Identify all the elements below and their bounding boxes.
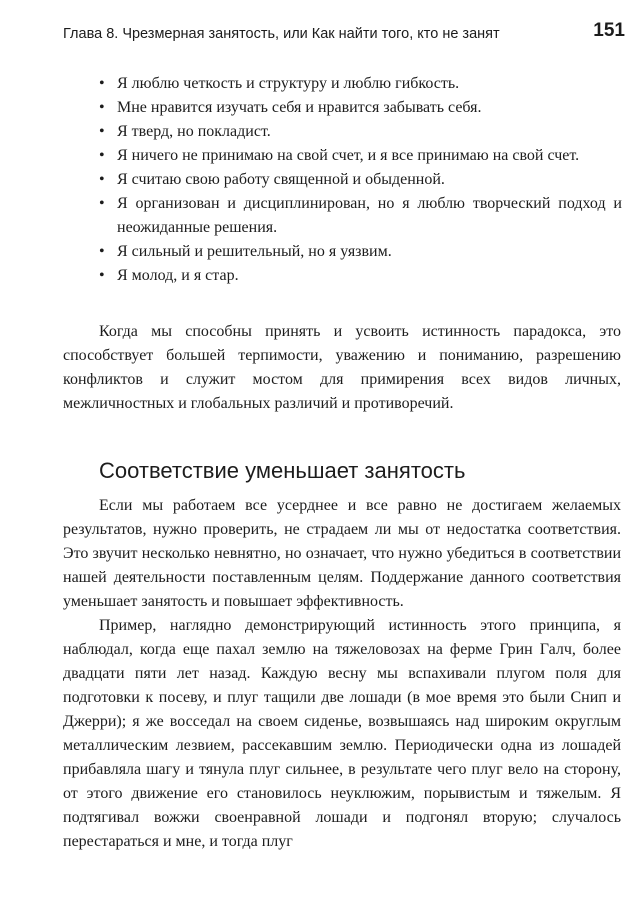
running-head: Глава 8. Чрезмерная занятость, или Как найти того, кто не занят: [63, 26, 500, 42]
list-item: • Мне нравится изучать себя и нравится забывать себя.: [99, 96, 622, 120]
list-item: • Я тверд, но покладист.: [99, 120, 622, 144]
list-item: • Я молод, и я стар.: [99, 264, 622, 288]
bullet-list: [99, 72, 622, 288]
paragraph-alignment: Если мы работаем все усерднее и все равно не достигаем желаемых результатов, нужно проверить, не страдаем ли мы от недостатка соответствия. Это звучит несколько невнятно, но означает, что нужно убедиться в соответствии нашей деятельности поставленным целям. Поддержание данного соответствия уменьшает занятость и повышает эффективность.: [63, 497, 621, 610]
list-item: • Я организован и дисциплинирован, но я люблю творческий подход и неожиданные решения.: [99, 192, 622, 240]
list-item: • Я сильный и решительный, но я уязвим.: [99, 240, 622, 264]
list-item: • Я люблю четкость и структуру и люблю гибкость.: [99, 72, 622, 96]
list-item: • Я ничего не принимаю на свой счет, и я все принимаю на свой счет.: [99, 144, 622, 168]
list-item: • Я считаю свою работу священной и обыденной.: [99, 168, 622, 192]
page-number: 151: [593, 20, 625, 41]
section-heading: Соответствие уменьшает занятость: [99, 458, 466, 483]
paragraph-paradox: Когда мы способны принять и усвоить истинность парадокса, это способствует большей терпимости, уважению и пониманию, разрешению конфликтов и служит мостом для примирения всех видов личных, межличностных и глобальных различий и противоречий.: [63, 323, 621, 412]
page-header: [63, 20, 625, 46]
paragraph-example: Пример, наглядно демонстрирующий истинность этого принципа, я наблюдал, когда еще пахал землю на тяжеловозах на ферме Грин Галч, более двадцати пяти лет назад. Каждую весну мы вспахивали плугом поля для подготовки к посеву, и плуг тащили две лошади (в мое время это были Снип и Джерри); я же восседал на своем сиденье, возвышаясь над широким округлым металлическим лезвием, рассекавшим землю. Периодически одна из лошадей прибавляла шагу и тянула плуг сильнее, в результате чего плуг вело на сторону, от этого движение его становилось неуклюжим, порывистым и тяжелым. Я подтягивал вожжи своенравной лошади и подгонял вторую; случалось перестараться и мне, и тогда плуг: [63, 617, 621, 850]
